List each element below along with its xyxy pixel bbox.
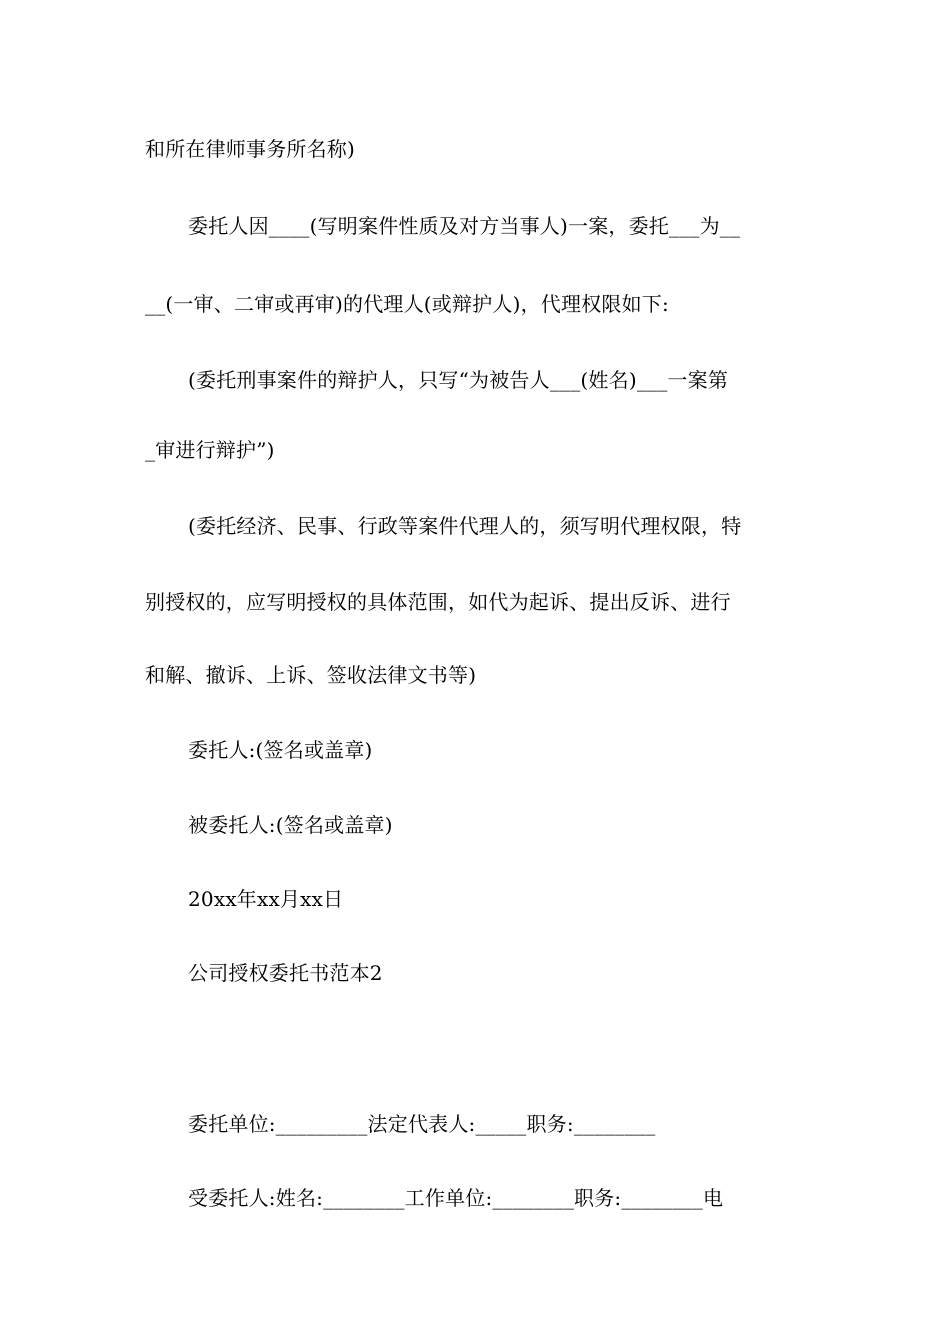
text-line-9: 委托人:(签名或盖章) [188, 738, 373, 762]
text-line-7: 别授权的，应写明授权的具体范围，如代为起诉、提出反诉、进行 [145, 590, 731, 614]
text-line-5: _审进行辩护”) [145, 438, 275, 462]
text-line-8: 和解、撤诉、上诉、签收法律文书等) [145, 663, 477, 687]
text-line-12: 公司授权委托书范本2 [188, 961, 383, 985]
text-line-4: (委托刑事案件的辩护人，只写“为被告人___(姓名)___一案第 [188, 368, 729, 392]
text-line-3: __(一审、二审或再审)的代理人(或辩护人)，代理权限如下: [145, 292, 669, 316]
text-line-13: 委托单位:_________法定代表人:_____职务:________ [188, 1112, 656, 1136]
text-line-14: 受委托人:姓名:________工作单位:________职务:________电 [188, 1186, 724, 1210]
text-line-1: 和所在律师事务所名称) [145, 137, 356, 161]
text-line-11: 20xx年xx月xx日 [188, 887, 344, 911]
text-line-10: 被委托人:(签名或盖章) [188, 813, 393, 837]
text-line-6: (委托经济、民事、行政等案件代理人的，须写明代理权限，特 [188, 514, 742, 538]
text-line-2: 委托人因____(写明案件性质及对方当事人)一案，委托___为__ [188, 214, 741, 238]
